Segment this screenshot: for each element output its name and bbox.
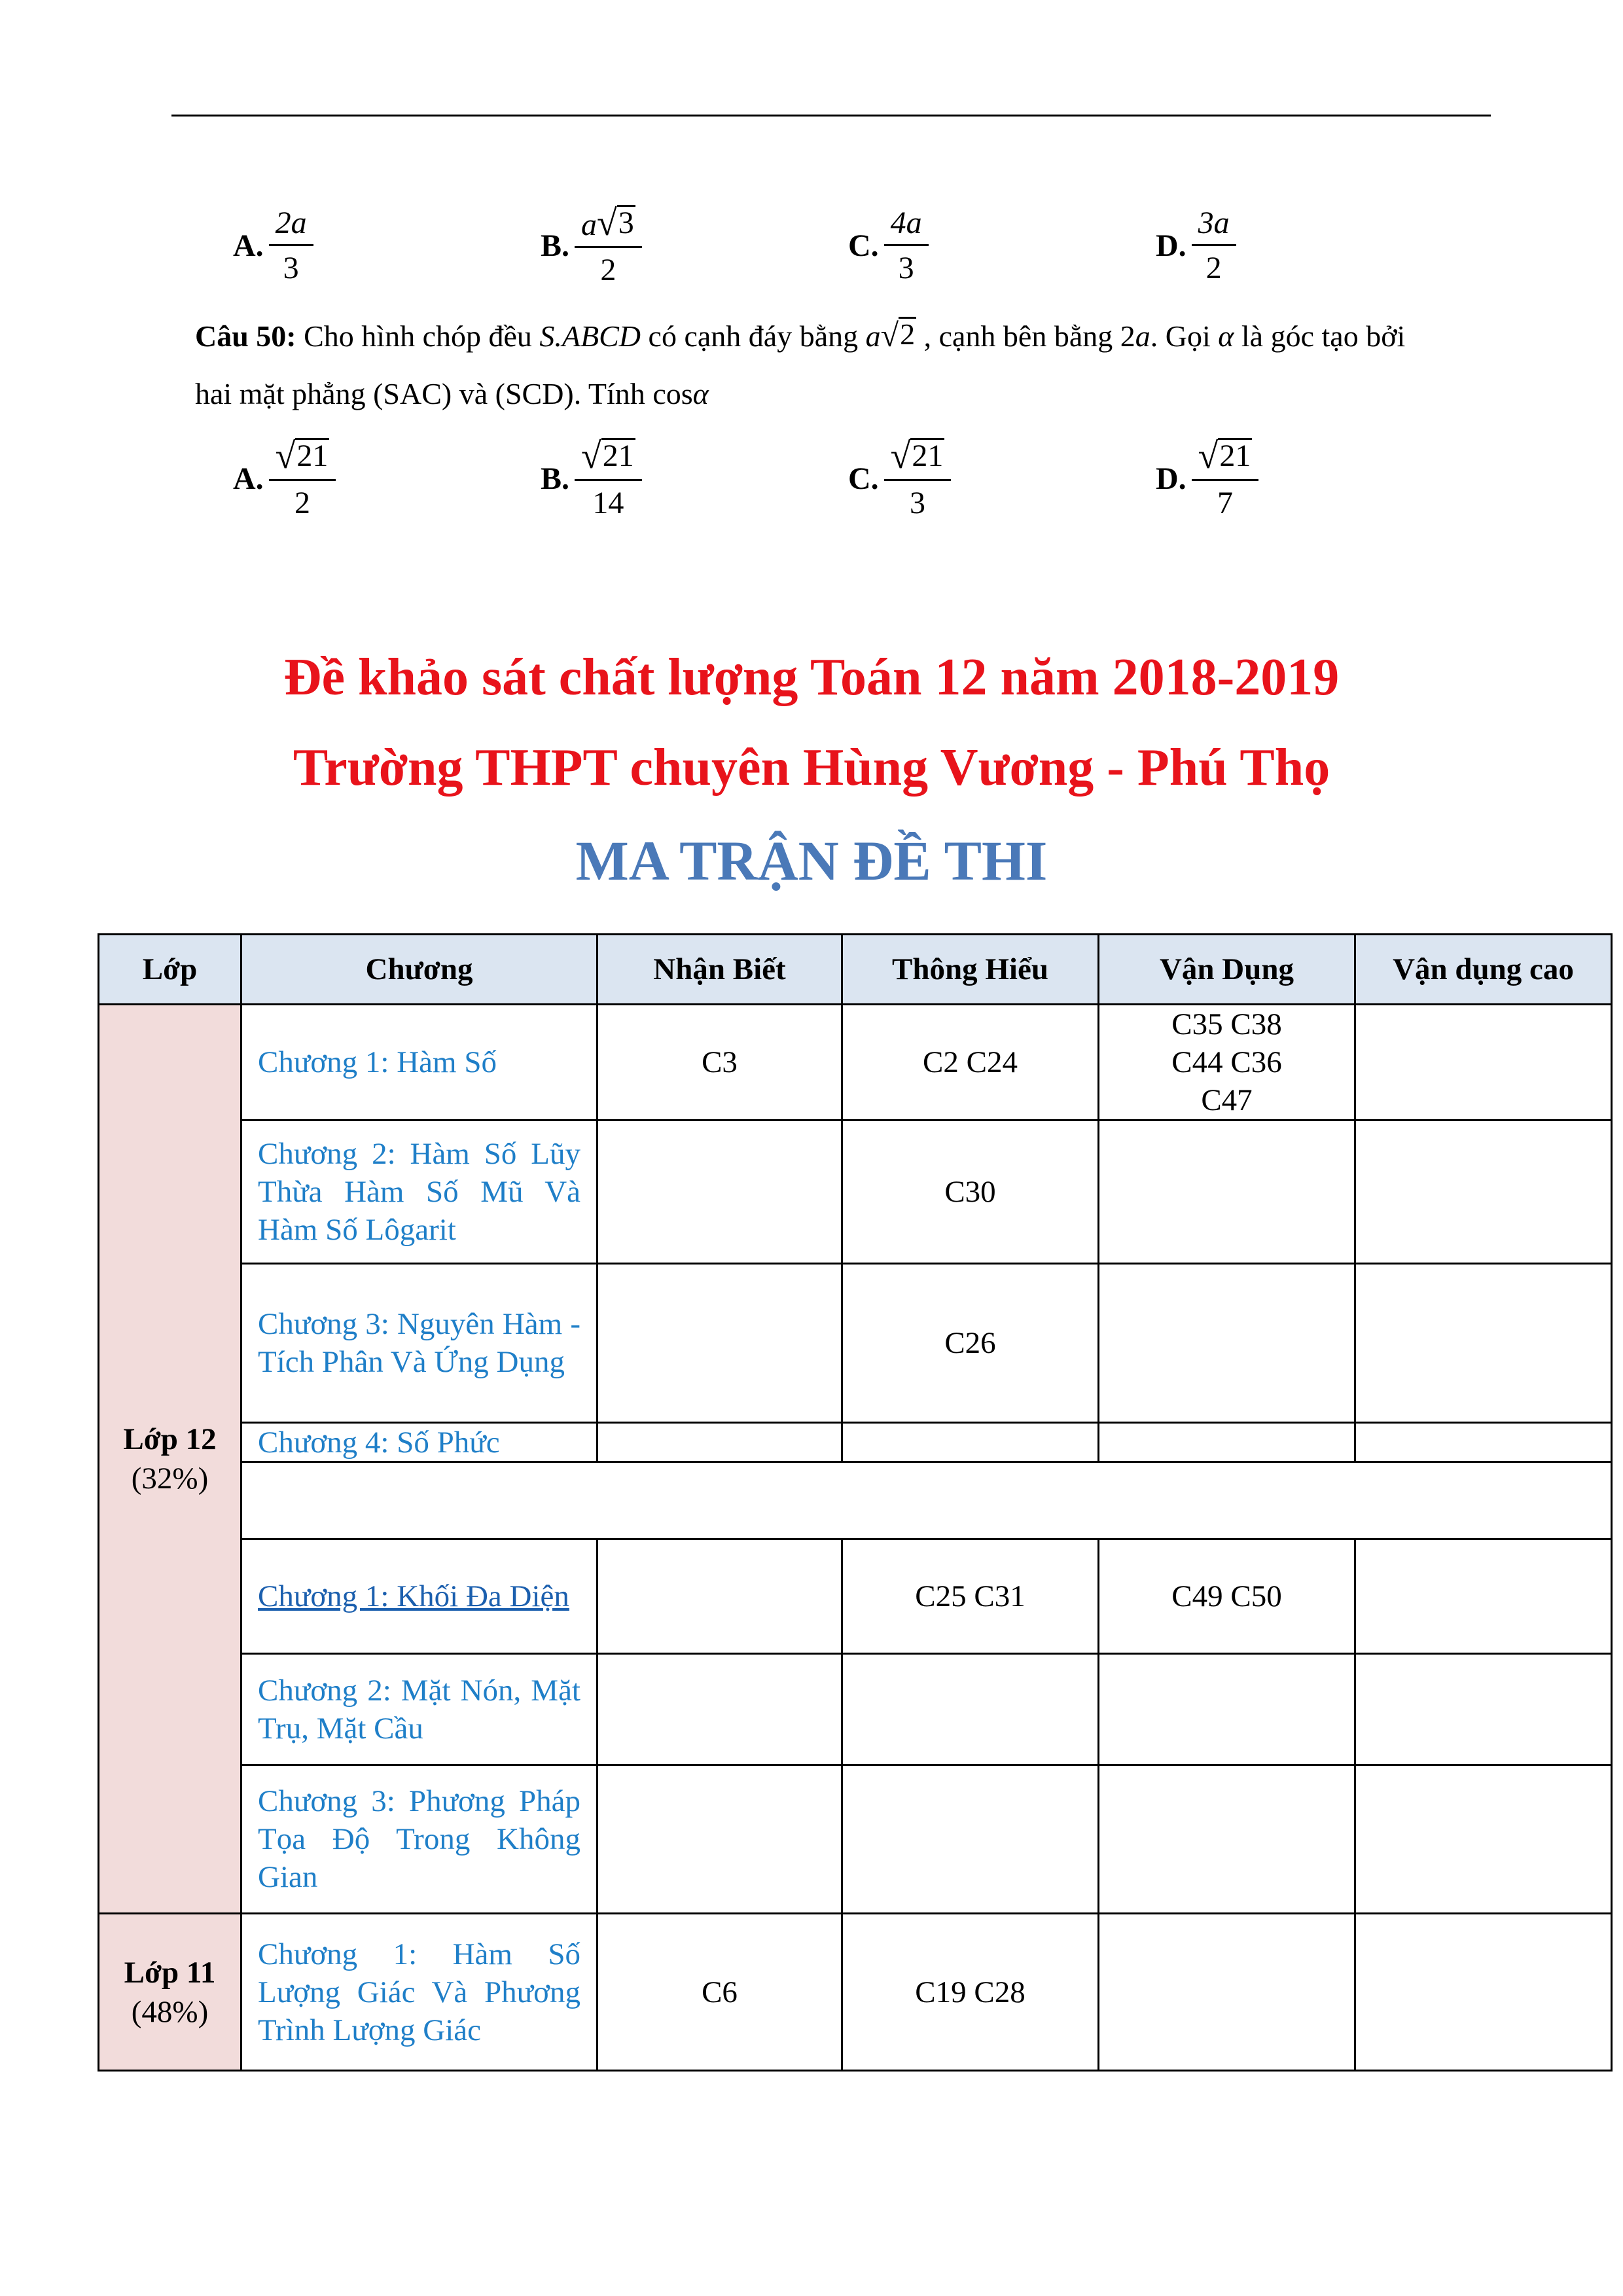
q50-option-d xyxy=(1156,429,1258,528)
fraction xyxy=(1192,207,1236,284)
grade-name: Lớp 12 xyxy=(123,1422,217,1456)
thong-hieu-cell xyxy=(842,1654,1099,1765)
chapter-cell: Chương 2: Mặt Nón, Mặt Trụ, Mặt Cầu xyxy=(241,1654,597,1765)
fraction xyxy=(269,207,313,284)
nhan-biet-cell: C6 xyxy=(597,1914,842,2071)
option-letter: D. xyxy=(1156,228,1186,263)
option-letter: B. xyxy=(541,461,570,496)
chapter-cell: Chương 3: Nguyên Hàm - Tích Phân Và Ứng Dụng xyxy=(241,1264,597,1423)
van-dung-cell xyxy=(1099,1914,1355,2071)
denominator: 3 xyxy=(898,250,914,285)
matrix-title: MA TRẬN ĐỀ THI xyxy=(575,829,1048,892)
header-nhan-biet: Nhận Biết xyxy=(597,935,842,1005)
question-50 xyxy=(195,308,1438,423)
thong-hieu-cell: C26 xyxy=(842,1264,1099,1423)
question-text: , cạnh bên bằng 2 xyxy=(916,319,1135,353)
exam-matrix-table xyxy=(98,933,1613,2072)
thong-hieu-cell xyxy=(842,1765,1099,1914)
empty-gap-cell xyxy=(241,1462,1612,1539)
van-dung-line: C44 C36 xyxy=(1171,1045,1282,1079)
q49-option-b xyxy=(541,196,642,295)
q50-option-b xyxy=(541,429,642,528)
table-row xyxy=(99,1264,1612,1423)
van-dung-cell: C49 C50 xyxy=(1099,1539,1355,1654)
header-lop: Lớp xyxy=(99,935,241,1005)
denominator: 14 xyxy=(592,486,624,520)
table-row xyxy=(99,1539,1612,1654)
fraction xyxy=(884,207,929,284)
denominator: 7 xyxy=(1217,486,1234,520)
denominator: 2 xyxy=(1205,250,1222,285)
van-dung-cao-cell xyxy=(1355,1654,1612,1765)
option-letter: A. xyxy=(233,461,264,496)
van-dung-cao-cell xyxy=(1355,1121,1612,1264)
pyramid-name: S.ABCD xyxy=(539,319,641,353)
grade-name: Lớp 11 xyxy=(124,1955,216,1990)
thong-hieu-cell: C2 C24 xyxy=(842,1005,1099,1121)
van-dung-cao-cell xyxy=(1355,1264,1612,1423)
option-letter: A. xyxy=(233,228,264,263)
van-dung-cao-cell xyxy=(1355,1423,1612,1462)
numerator xyxy=(269,438,336,481)
exam-title: Đề khảo sát chất lượng Toán 12 năm 2018-2019 xyxy=(283,649,1340,706)
header-van-dung-cao: Vận dụng cao xyxy=(1355,935,1612,1005)
option-letter: D. xyxy=(1156,461,1186,496)
van-dung-line: C35 C38 xyxy=(1171,1007,1282,1041)
numerator: 4a xyxy=(884,207,929,246)
header-chuong: Chương xyxy=(241,935,597,1005)
table-row xyxy=(99,1005,1612,1121)
table-row xyxy=(99,1121,1612,1264)
chapter-cell: Chương 2: Hàm Số Lũy Thừa Hàm Số Mũ Và Hàm Số Lôgarit xyxy=(241,1121,597,1264)
denominator: 3 xyxy=(283,250,299,285)
fraction xyxy=(884,438,952,519)
nhan-biet-cell xyxy=(597,1765,842,1914)
radicand: 21 xyxy=(912,439,944,473)
denominator: 2 xyxy=(600,253,616,287)
sqrt-icon: √ 21 xyxy=(1198,436,1251,476)
chapter-cell: Chương 3: Phương Pháp Tọa Độ Trong Không Gian xyxy=(241,1765,597,1914)
radicand: 21 xyxy=(602,439,634,473)
fraction xyxy=(269,438,336,519)
van-dung-cell xyxy=(1099,1765,1355,1914)
sqrt-icon: √ 21 xyxy=(890,436,944,476)
q50-option-c xyxy=(848,429,951,528)
grade-cell-11 xyxy=(99,1914,241,2071)
numerator: 2a xyxy=(269,207,313,246)
cos-function: cos xyxy=(652,377,693,410)
denominator: 3 xyxy=(910,486,926,520)
question-text: Cho hình chóp đều xyxy=(296,319,540,353)
fraction xyxy=(1192,438,1259,519)
van-dung-cell xyxy=(1099,1654,1355,1765)
nhan-biet-cell xyxy=(597,1654,842,1765)
school-title: Trường THPT chuyên Hùng Vương - Phú Thọ xyxy=(293,739,1330,797)
numerator: 3a xyxy=(1192,207,1236,246)
van-dung-cao-cell xyxy=(1355,1914,1612,2071)
chapter-cell: Chương 1: Hàm Số xyxy=(241,1005,597,1121)
option-letter: C. xyxy=(848,228,879,263)
sqrt-icon: √ 21 xyxy=(275,436,329,476)
numerator xyxy=(1192,438,1259,481)
alpha-symbol: α xyxy=(1218,319,1234,353)
grade-percent: (48%) xyxy=(131,1994,209,2029)
nhan-biet-cell: C3 xyxy=(597,1005,842,1121)
sqrt-icon: √ 2 xyxy=(880,317,916,353)
chapter-cell: Chương 4: Số Phức xyxy=(241,1423,597,1462)
fraction xyxy=(575,205,642,286)
question-text: . Gọi xyxy=(1150,319,1219,353)
nhan-biet-cell xyxy=(597,1121,842,1264)
table-row xyxy=(99,1765,1612,1914)
header-van-dung: Vận Dụng xyxy=(1099,935,1355,1005)
radicand: 2 xyxy=(900,317,916,351)
header-thong-hieu: Thông Hiểu xyxy=(842,935,1099,1005)
van-dung-cell xyxy=(1099,1423,1355,1462)
alpha-symbol: α xyxy=(692,377,709,410)
denominator: 2 xyxy=(294,486,311,520)
q50-options xyxy=(0,429,1623,528)
q49-option-d xyxy=(1156,196,1236,295)
variable: a xyxy=(581,207,597,242)
thong-hieu-cell: C30 xyxy=(842,1121,1099,1264)
numerator xyxy=(575,438,642,481)
radicand: 21 xyxy=(296,439,329,473)
question-text: có cạnh đáy bằng xyxy=(641,319,866,353)
numerator xyxy=(884,438,952,481)
thong-hieu-cell: C25 C31 xyxy=(842,1539,1099,1654)
chapter-cell: Chương 1: Hàm Số Lượng Giác Và Phương Trình Lượng Giác xyxy=(241,1914,597,2071)
q49-options xyxy=(0,196,1623,295)
thong-hieu-cell: C19 C28 xyxy=(842,1914,1099,2071)
radicand: 21 xyxy=(1219,439,1251,473)
header-rule xyxy=(171,115,1491,117)
van-dung-cao-cell xyxy=(1355,1005,1612,1121)
nhan-biet-cell xyxy=(597,1539,842,1654)
van-dung-cao-cell xyxy=(1355,1539,1612,1654)
sqrt-icon: √ 21 xyxy=(581,436,634,476)
question-text: là góc tạo bởi hai mặt phẳng (SAC) và (SCD). Tính xyxy=(195,319,1406,410)
q49-option-c xyxy=(848,196,929,295)
numerator xyxy=(575,205,642,248)
chapter-link[interactable]: Chương 1: Khối Đa Diện xyxy=(258,1579,569,1613)
grade-percent: (32%) xyxy=(131,1462,209,1496)
thong-hieu-cell xyxy=(842,1423,1099,1462)
question-label: Câu 50: xyxy=(195,319,296,353)
van-dung-cell xyxy=(1099,1121,1355,1264)
van-dung-cao-cell xyxy=(1355,1765,1612,1914)
table-header-row xyxy=(99,935,1612,1005)
nhan-biet-cell xyxy=(597,1264,842,1423)
nhan-biet-cell xyxy=(597,1423,842,1462)
option-letter: B. xyxy=(541,228,570,263)
van-dung-cell xyxy=(1099,1005,1355,1121)
van-dung-cell xyxy=(1099,1264,1355,1423)
radicand: 3 xyxy=(618,206,634,240)
sqrt-icon: √ 3 xyxy=(597,203,634,243)
grade-cell-12 xyxy=(99,1005,241,1914)
fraction xyxy=(575,438,642,519)
q49-option-a xyxy=(233,196,313,295)
variable: a xyxy=(865,319,881,353)
table-row xyxy=(99,1914,1612,2071)
table-row xyxy=(99,1654,1612,1765)
table-row xyxy=(99,1423,1612,1462)
option-letter: C. xyxy=(848,461,879,496)
q50-option-a xyxy=(233,429,336,528)
variable: a xyxy=(1135,319,1150,353)
table-gap-row xyxy=(99,1462,1612,1539)
van-dung-line: C47 xyxy=(1201,1083,1253,1117)
chapter-cell[interactable] xyxy=(241,1539,597,1654)
